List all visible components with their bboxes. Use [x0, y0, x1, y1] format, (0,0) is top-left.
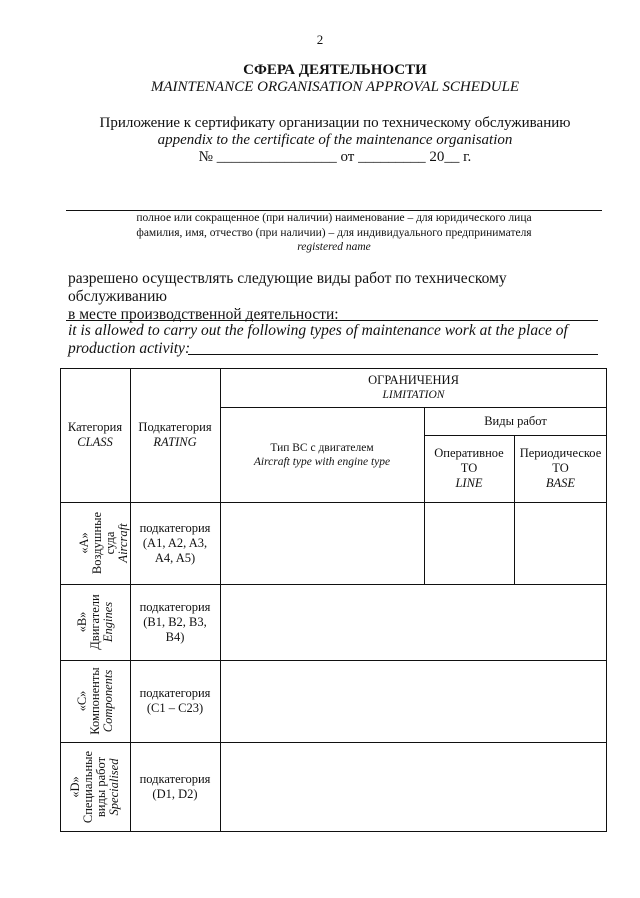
row-d-class — [69, 742, 121, 832]
header-aircraft-type-ru: Тип ВС с двигателем — [270, 441, 374, 454]
row-a-en: Aircraft — [116, 523, 130, 563]
appendix-ru: Приложение к сертификату организации по техническому обслуживанию — [99, 115, 571, 131]
allowed-en-line-1: it is allowed to carry out the following types of maintenance work at the place of — [68, 322, 568, 339]
header-line — [424, 435, 514, 502]
header-class-en: CLASS — [77, 435, 113, 449]
row-c-rating-1: подкатегория — [139, 686, 211, 700]
name-caption-en: registered name — [297, 241, 371, 253]
registered-name-line — [66, 210, 602, 211]
header-class-ru: Категория — [67, 420, 123, 434]
row-c-limitation-cell[interactable] — [221, 661, 606, 741]
row-a-rating-1: подкатегория — [139, 520, 211, 535]
row-c-rating-2: (C1 – C23) — [146, 701, 204, 715]
blank-line-2 — [188, 354, 598, 355]
row-a-aircraft-type-cell[interactable] — [221, 503, 423, 583]
row-b-class — [76, 582, 114, 662]
blank-line-1 — [66, 320, 598, 321]
row-d-limitation-cell[interactable] — [221, 743, 606, 831]
row-d-rating — [130, 742, 220, 832]
header-class — [60, 368, 130, 502]
allowed-ru-line-1: разрешено осуществлять следующие виды работ по техническому обслуживанию — [68, 270, 507, 305]
header-base-ru-1: Периодическое — [519, 446, 602, 460]
appendix-en: appendix to the certificate of the maintenance organisation — [157, 132, 513, 148]
header-work-types — [424, 407, 607, 435]
name-caption-2: фамилия, имя, отчество (при наличии) – для индивидуального предпринимателя — [136, 227, 532, 239]
row-a-rating — [130, 502, 220, 584]
header-line-en: LINE — [455, 476, 483, 490]
row-c-ru-1: Компоненты — [88, 667, 102, 735]
row-b-en: Engines — [101, 601, 115, 643]
row-b-rating-2: (B1, B2, B3, — [143, 614, 207, 629]
header-rating — [130, 368, 220, 502]
row-d-rating-2: (D1, D2) — [152, 787, 198, 801]
page-number: 2 — [316, 32, 324, 47]
row-a-base-cell[interactable] — [515, 503, 606, 583]
header-limitation-en: LIMITATION — [382, 388, 445, 401]
header-limitation-ru: ОГРАНИЧЕНИЯ — [368, 372, 459, 387]
allowed-en-line-2: production activity: — [68, 340, 191, 357]
header-base-en: BASE — [545, 476, 576, 490]
row-c-class — [76, 661, 114, 741]
row-c-en: Components — [101, 669, 115, 733]
row-d-ru-2: виды работ — [94, 756, 108, 818]
header-rating-en: RATING — [153, 435, 197, 449]
row-b-rating — [130, 584, 220, 660]
header-work-types-text: Виды работ — [484, 413, 547, 428]
header-base-ru-2: ТО — [552, 461, 569, 475]
title-en: MAINTENANCE ORGANISATION APPROVAL SCHEDULE — [150, 79, 520, 95]
header-aircraft-type — [220, 407, 424, 502]
title-ru: СФЕРА ДЕЯТЕЛЬНОСТИ — [243, 62, 427, 78]
row-a-ru-2: суда — [103, 531, 117, 555]
row-b-rating-3: B4) — [165, 629, 185, 644]
header-aircraft-type-en: Aircraft type with engine type — [253, 455, 391, 468]
allowed-ru-line-2: в месте производственной деятельности: — [68, 306, 339, 323]
row-c-code: «С» — [75, 690, 89, 712]
row-a-rating-2: (A1, A2, A3, — [142, 535, 208, 550]
row-c-rating — [130, 660, 220, 742]
row-d-en: Specialised — [107, 758, 121, 816]
header-line-ru-1: Оперативное — [434, 446, 504, 460]
row-d-ru-1: Специальные — [81, 750, 95, 824]
row-a-line-cell[interactable] — [425, 503, 513, 583]
allowed-text-en — [68, 322, 608, 358]
row-b-ru-1: Двигатели — [88, 594, 102, 650]
certificate-number-line: № ________________ от _________ 20__ г. — [198, 149, 472, 165]
allowed-text-ru — [68, 270, 608, 324]
name-caption-1: полное или сокращенное (при наличии) наименование – для юридического лица — [136, 212, 532, 224]
row-d-code: «D» — [68, 776, 82, 798]
row-b-code: «В» — [75, 611, 89, 633]
header-base — [514, 435, 607, 502]
row-b-rating-1: подкатегория — [139, 599, 211, 614]
header-limitation — [220, 368, 607, 407]
row-a-code: «А» — [77, 532, 91, 554]
row-a-ru-1: Воздушные — [90, 511, 104, 575]
header-rating-ru: Подкатегория — [138, 420, 212, 434]
row-b-limitation-cell[interactable] — [221, 585, 606, 659]
row-a-rating-3: A4, A5) — [154, 550, 196, 565]
header-line-ru-2: ТО — [460, 461, 478, 475]
row-a-class — [77, 498, 130, 588]
row-d-rating-1: подкатегория — [139, 772, 211, 786]
